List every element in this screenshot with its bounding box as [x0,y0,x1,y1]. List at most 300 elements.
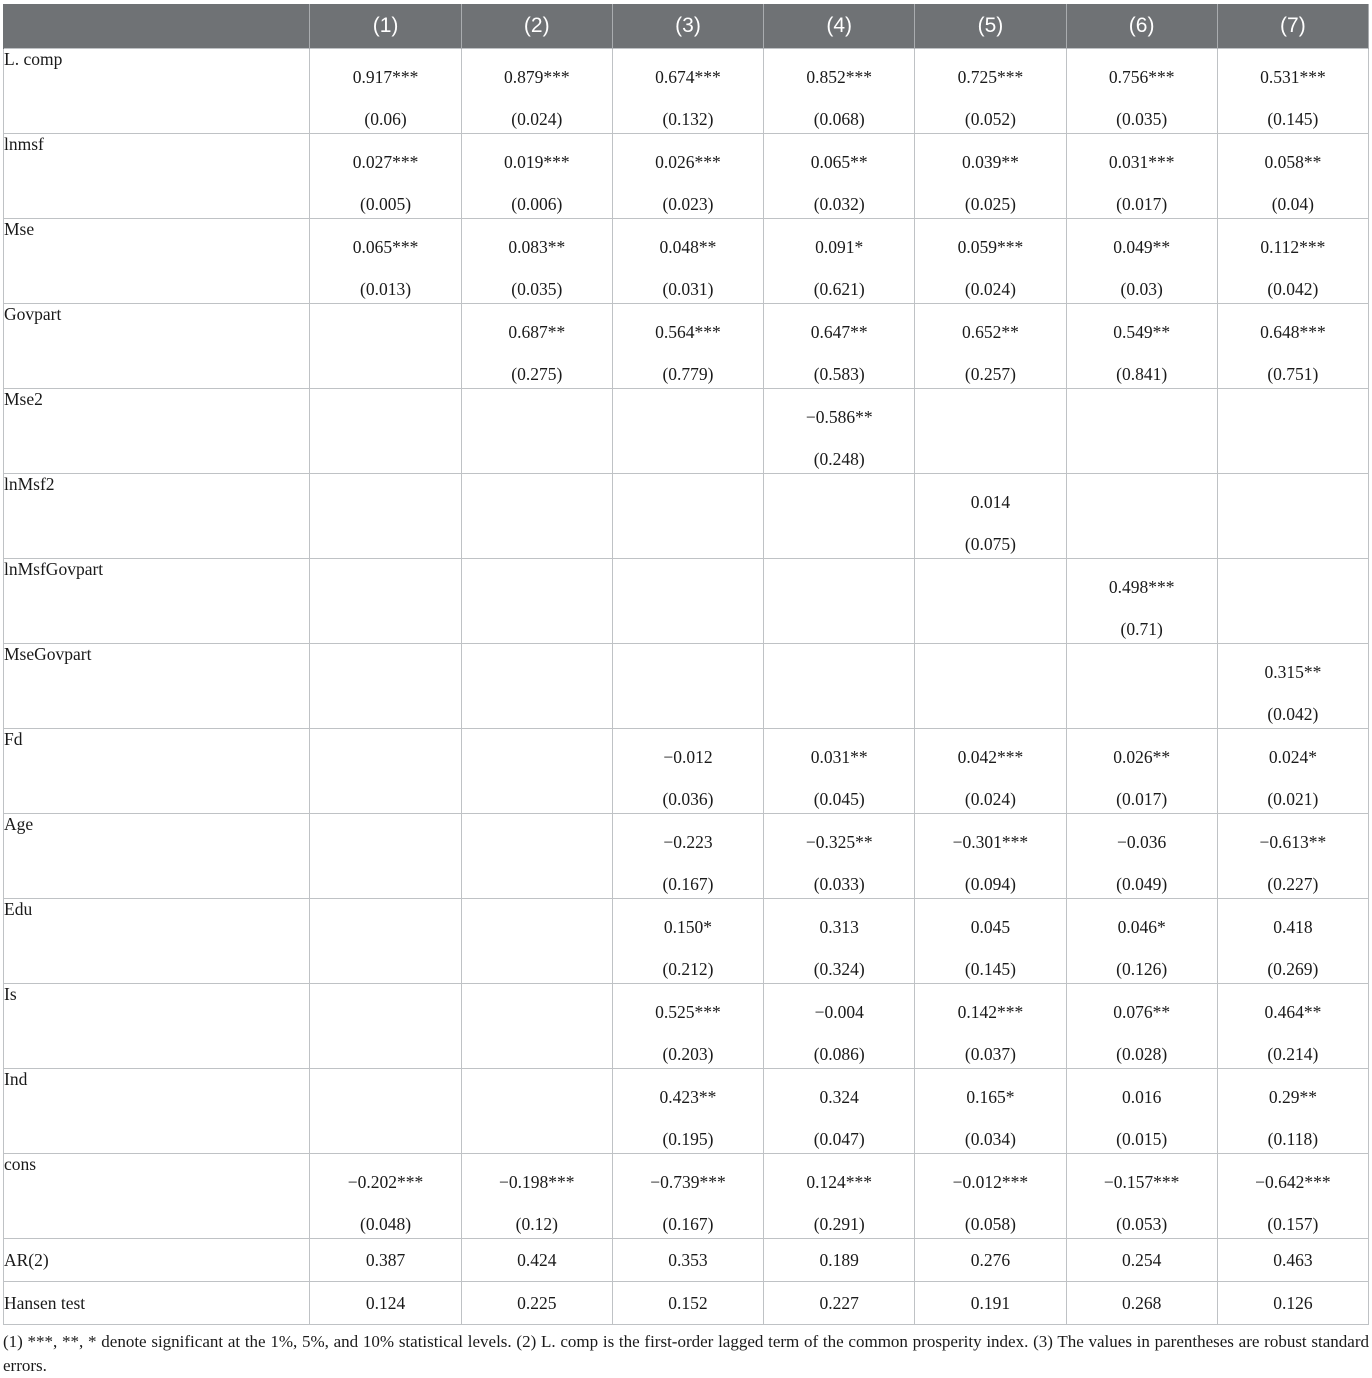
coefficient-value: 0.031** [810,747,868,767]
table-cell [310,1069,461,1154]
coefficient-value [310,489,460,515]
coefficient-value [1218,489,1368,515]
table-cell [612,134,763,219]
coefficient-value: 0.498*** [1108,577,1175,597]
table-cell [764,1154,915,1239]
table-row [4,304,1369,389]
standard-error-value [915,701,1065,727]
coefficient-value: 0.039** [961,152,1019,172]
coefficient-value: 0.647** [810,322,868,342]
standard-error-value: (0.227) [1267,874,1319,894]
coefficient-value: 0.879*** [503,67,570,87]
stat-value: 0.254 [1121,1249,1162,1270]
standard-error-value: (0.034) [964,1129,1016,1149]
standard-error-value [1067,446,1217,472]
column-header: (1) [310,4,461,49]
coefficient-value [462,999,612,1025]
regression-table-container [3,4,1369,1325]
row-label: lnmsf [4,134,310,219]
standard-error-value [1067,531,1217,557]
standard-error-value [310,361,460,387]
coefficient-value: 0.423** [659,1087,717,1107]
standard-error-value: (0.037) [964,1044,1016,1064]
coefficient-value: 0.027*** [352,152,419,172]
coefficient-value: 0.142*** [957,1002,1024,1022]
stat-value: 0.353 [668,1249,708,1270]
table-cell [1217,644,1368,729]
table-row [4,134,1369,219]
coefficient-value: 0.725*** [957,67,1024,87]
standard-error-value: (0.841) [1116,364,1168,384]
standard-error-value: (0.094) [964,874,1016,894]
table-cell [612,1069,763,1154]
coefficient-value [613,489,763,515]
table-cell [310,729,461,814]
table-cell [1066,644,1217,729]
row-label: AR(2) [4,1239,310,1282]
standard-error-value: (0.779) [662,364,714,384]
coefficient-value: −0.223 [663,832,713,852]
table-cell [1066,1282,1217,1325]
table-cell [764,49,915,134]
coefficient-value [764,574,914,600]
row-label: MseGovpart [4,644,310,729]
standard-error-value: (0.035) [511,279,563,299]
table-cell [1066,1154,1217,1239]
standard-error-value [462,701,612,727]
table-cell [1066,219,1217,304]
coefficient-value: 0.324 [819,1087,859,1107]
coefficient-value: 0.652** [961,322,1019,342]
row-label: Edu [4,899,310,984]
standard-error-value: (0.032) [813,194,865,214]
coefficient-value: 0.687** [508,322,566,342]
table-cell [1066,1069,1217,1154]
stat-value: 0.387 [365,1249,406,1270]
standard-error-value: (0.12) [515,1214,558,1234]
standard-error-value: (0.248) [813,449,865,469]
stat-row [4,1282,1369,1325]
table-cell [1066,559,1217,644]
table-cell [1217,899,1368,984]
table-cell [764,1239,915,1282]
coefficient-value: −0.157*** [1103,1172,1180,1192]
standard-error-value: (0.047) [813,1129,865,1149]
stat-value: 0.124 [365,1292,406,1313]
coefficient-value: 0.464** [1264,1002,1322,1022]
coefficient-value: 0.313 [819,917,859,937]
table-cell [612,304,763,389]
table-cell [915,389,1066,474]
standard-error-value [462,1126,612,1152]
coefficient-value [764,659,914,685]
standard-error-value: (0.036) [662,789,714,809]
stat-value: 0.126 [1273,1292,1313,1313]
standard-error-value: (0.015) [1116,1129,1168,1149]
stat-value: 0.225 [517,1292,557,1313]
standard-error-value: (0.203) [662,1044,714,1064]
table-cell [310,559,461,644]
row-label: Age [4,814,310,899]
coefficient-value: −0.613** [1259,832,1327,852]
table-cell [915,899,1066,984]
coefficient-value [310,574,460,600]
table-footnote: (1) ***, **, * denote significant at the 1%, 5%, and 10% statistical levels. (2) L. comp is the first-order lagged term of the common prosperity index. (3) The values in parentheses are robust standard errors. [3,1332,1369,1375]
row-label: Govpart [4,304,310,389]
standard-error-value: (0.006) [511,194,563,214]
coefficient-value: 0.026** [1113,747,1171,767]
table-cell [1217,219,1368,304]
column-header: (4) [764,4,915,49]
coefficient-value: 0.756*** [1108,67,1175,87]
coefficient-value: 0.059*** [957,237,1024,257]
coefficient-value [310,404,460,430]
coefficient-value [310,659,460,685]
standard-error-value: (0.017) [1116,194,1168,214]
coefficient-value: −0.202*** [347,1172,424,1192]
standard-error-value: (0.086) [813,1044,865,1064]
table-cell [310,644,461,729]
stat-value: 0.268 [1121,1292,1162,1313]
standard-error-value [462,871,612,897]
standard-error-value: (0.583) [813,364,865,384]
coefficient-value: 0.165* [966,1087,1015,1107]
standard-error-value [915,446,1065,472]
coefficient-value: −0.642*** [1255,1172,1331,1192]
coefficient-value: 0.031*** [1108,152,1175,172]
table-cell [915,644,1066,729]
table-row [4,49,1369,134]
table-cell [1217,389,1368,474]
standard-error-value: (0.035) [1116,109,1168,129]
table-cell [1217,1282,1368,1325]
coefficient-value: 0.083** [508,237,566,257]
table-cell [612,1282,763,1325]
standard-error-value: (0.03) [1120,279,1163,299]
table-row [4,644,1369,729]
standard-error-value [310,956,460,982]
standard-error-value [310,446,460,472]
coefficient-value: 0.150* [663,917,713,937]
row-label: Mse [4,219,310,304]
standard-error-value: (0.167) [662,1214,714,1234]
table-cell [461,814,612,899]
standard-error-value [1218,446,1368,472]
standard-error-value: (0.033) [813,874,865,894]
standard-error-value [462,956,612,982]
table-cell [612,899,763,984]
coefficient-value: 0.674*** [655,67,721,87]
table-cell [1217,304,1368,389]
table-cell [764,1282,915,1325]
table-cell [1066,899,1217,984]
standard-error-value: (0.024) [964,279,1016,299]
standard-error-value: (0.132) [662,109,714,129]
standard-error-value: (0.167) [662,874,714,894]
table-cell [1217,1154,1368,1239]
coefficient-value [462,574,612,600]
table-cell [915,304,1066,389]
row-label: Ind [4,1069,310,1154]
standard-error-value: (0.195) [662,1129,714,1149]
coefficient-value: 0.531*** [1260,67,1326,87]
coefficient-value [310,744,460,770]
table-cell [764,1069,915,1154]
standard-error-value: (0.145) [1267,109,1319,129]
table-cell [461,984,612,1069]
table-cell [1066,1239,1217,1282]
standard-error-value: (0.751) [1267,364,1319,384]
table-cell [1066,474,1217,559]
coefficient-value [613,404,763,430]
table-row [4,729,1369,814]
standard-error-value [764,616,914,642]
standard-error-value: (0.291) [813,1214,865,1234]
stat-value: 0.152 [668,1292,708,1313]
coefficient-value: 0.418 [1273,917,1313,937]
table-cell [1066,729,1217,814]
table-cell [612,729,763,814]
column-header: (3) [612,4,763,49]
standard-error-value: (0.031) [662,279,714,299]
table-cell [915,1069,1066,1154]
column-header: (6) [1066,4,1217,49]
table-cell [764,474,915,559]
standard-error-value [613,616,763,642]
table-cell [612,984,763,1069]
standard-error-value: (0.045) [813,789,865,809]
coefficient-value: 0.014 [970,492,1011,512]
standard-error-value [915,616,1065,642]
row-label: Hansen test [4,1282,310,1325]
table-cell [915,1282,1066,1325]
column-header: (7) [1217,4,1368,49]
table-cell [461,729,612,814]
table-cell [310,304,461,389]
standard-error-value [310,1041,460,1067]
coefficient-value: −0.586** [805,407,873,427]
table-cell [461,49,612,134]
standard-error-value [310,701,460,727]
table-cell [310,49,461,134]
table-cell [915,559,1066,644]
standard-error-value [1067,701,1217,727]
coefficient-value [613,574,763,600]
table-cell [1217,984,1368,1069]
table-cell [764,644,915,729]
table-cell [915,729,1066,814]
table-cell [612,1154,763,1239]
standard-error-value: (0.025) [964,194,1016,214]
standard-error-value: (0.257) [964,364,1016,384]
coefficient-value: 0.29** [1268,1087,1317,1107]
stat-value: 0.191 [970,1292,1011,1313]
table-cell [461,304,612,389]
table-cell [310,814,461,899]
stat-value: 0.276 [970,1249,1011,1270]
standard-error-value [462,446,612,472]
coefficient-value: 0.045 [970,917,1011,937]
coefficient-value: −0.301*** [952,832,1029,852]
standard-error-value: (0.275) [511,364,563,384]
table-cell [461,559,612,644]
table-cell [915,49,1066,134]
table-cell [310,1154,461,1239]
coefficient-value: −0.004 [814,1002,864,1022]
table-cell [915,814,1066,899]
standard-error-value [462,531,612,557]
standard-error-value: (0.005) [360,194,412,214]
standard-error-value [310,871,460,897]
table-row [4,474,1369,559]
coefficient-value: 0.016 [1121,1087,1162,1107]
table-cell [612,559,763,644]
coefficient-value [310,1084,460,1110]
coefficient-value [1218,404,1368,430]
coefficient-value: 0.124*** [806,1172,873,1192]
standard-error-value: (0.06) [364,109,407,129]
table-cell [764,814,915,899]
column-header: (2) [461,4,612,49]
table-cell [1217,729,1368,814]
stat-row [4,1239,1369,1282]
coefficient-value: 0.049** [1113,237,1171,257]
row-label: L. comp [4,49,310,134]
coefficient-value: 0.076** [1113,1002,1171,1022]
standard-error-value: (0.214) [1267,1044,1319,1064]
coefficient-value: 0.525*** [655,1002,721,1022]
coefficient-value: 0.058** [1264,152,1322,172]
standard-error-value [462,1041,612,1067]
table-row [4,559,1369,644]
table-cell [310,1282,461,1325]
coefficient-value: −0.198*** [499,1172,575,1192]
coefficient-value: 0.042*** [957,747,1024,767]
row-label: lnMsfGovpart [4,559,310,644]
table-cell [1217,1239,1368,1282]
table-cell [1066,304,1217,389]
coefficient-value [1218,574,1368,600]
header-stub [4,4,310,49]
table-cell [310,389,461,474]
row-label: cons [4,1154,310,1239]
coefficient-value [462,659,612,685]
table-cell [1066,984,1217,1069]
standard-error-value: (0.042) [1267,704,1319,724]
table-cell [1066,134,1217,219]
table-cell [612,219,763,304]
table-row [4,814,1369,899]
table-body [4,49,1369,1325]
table-cell [612,814,763,899]
table-cell [461,1154,612,1239]
standard-error-value: (0.017) [1116,789,1168,809]
table-row [4,389,1369,474]
standard-error-value: (0.212) [662,959,714,979]
coefficient-value: 0.315** [1264,662,1322,682]
table-cell [461,389,612,474]
table-cell [1217,134,1368,219]
stat-value: 0.189 [819,1249,859,1270]
table-cell [310,1239,461,1282]
table-cell [764,729,915,814]
coefficient-value: 0.065** [810,152,868,172]
table-cell [461,474,612,559]
coefficient-value [462,404,612,430]
table-cell [915,219,1066,304]
coefficient-value: 0.917*** [352,67,419,87]
coefficient-value [462,744,612,770]
table-cell [1066,49,1217,134]
coefficient-value: −0.739*** [650,1172,726,1192]
table-cell [310,474,461,559]
standard-error-value: (0.052) [964,109,1016,129]
table-cell [764,559,915,644]
table-cell [310,134,461,219]
coefficient-value [310,829,460,855]
table-cell [1217,474,1368,559]
table-cell [310,219,461,304]
table-cell [461,899,612,984]
standard-error-value: (0.013) [360,279,412,299]
standard-error-value: (0.324) [813,959,865,979]
standard-error-value [1218,616,1368,642]
regression-table [3,4,1369,1325]
coefficient-value [1067,659,1217,685]
standard-error-value: (0.042) [1267,279,1319,299]
coefficient-value: 0.091* [815,237,864,257]
coefficient-value: 0.019*** [503,152,570,172]
standard-error-value: (0.157) [1267,1214,1319,1234]
row-label: lnMsf2 [4,474,310,559]
standard-error-value [310,616,460,642]
table-row [4,219,1369,304]
table-cell [461,644,612,729]
table-cell [1066,389,1217,474]
coefficient-value: −0.036 [1117,832,1167,852]
standard-error-value [613,531,763,557]
table-cell [612,474,763,559]
stat-value: 0.227 [819,1292,859,1313]
coefficient-value: −0.012 [663,747,713,767]
standard-error-value: (0.024) [511,109,563,129]
table-cell [461,1239,612,1282]
table-cell [461,219,612,304]
coefficient-value [462,1084,612,1110]
table-cell [612,49,763,134]
standard-error-value: (0.145) [964,959,1016,979]
coefficient-value [462,489,612,515]
standard-error-value [613,446,763,472]
coefficient-value: 0.065*** [352,237,419,257]
coefficient-value: 0.024* [1268,747,1317,767]
standard-error-value: (0.71) [1120,619,1163,639]
standard-error-value [310,531,460,557]
table-row [4,899,1369,984]
table-cell [915,134,1066,219]
table-cell [461,1069,612,1154]
coefficient-value [462,914,612,940]
standard-error-value [310,786,460,812]
coefficient-value [613,659,763,685]
standard-error-value: (0.021) [1267,789,1319,809]
table-cell [1217,559,1368,644]
table-cell [764,984,915,1069]
table-cell [612,389,763,474]
header-row [4,4,1369,49]
coefficient-value [462,829,612,855]
standard-error-value [764,701,914,727]
